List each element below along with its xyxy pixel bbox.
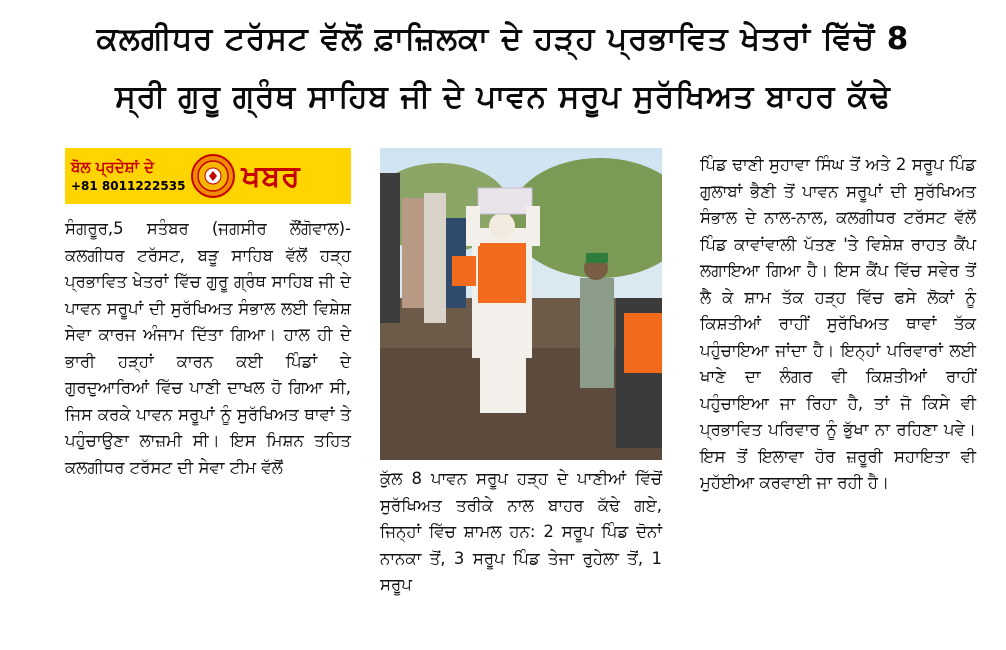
photo-illustration — [380, 148, 662, 460]
emblem-seal-icon — [191, 154, 235, 198]
headline-line-2: ਸ੍ਰੀ ਗੁਰੂ ਗ੍ਰੰਥ ਸਾਹਿਬ ਜੀ ਦੇ ਪਾਵਨ ਸਰੂਪ ਸੁਰੱਖਿਅਤ ਬਾਹਰ ਕੱਢੇ — [115, 79, 891, 115]
column-2-text: ਕੁੱਲ 8 ਪਾਵਨ ਸਰੂਪ ਹੜ੍ਹ ਦੇ ਪਾਣੀਆਂ ਵਿੱਚੋਂ ਸੁਰੱਖਿਅਤ ਤਰੀਕੇ ਨਾਲ ਬਾਹਰ ਕੱਢੇ ਗਏ, ਜਿਨ੍ਹਾਂ ਵਿੱਚ ਸ਼ਾਮਲ ਹਨ: 2 ਸਰੂਪ ਪਿੰਡ ਦੋਨਾਂ ਨਾਨਕਾ ਤੋਂ, 3 ਸਰੂਪ ਪਿੰਡ ਤੇਜਾ ਰੁਹੇਲਾ ਤੋਂ, 1 ਸਰੂਪ — [380, 469, 662, 594]
logo-phone: +81 8011222535 — [71, 179, 186, 193]
article-column-2 — [380, 466, 662, 599]
logo-word: ਖਬਰ — [241, 158, 301, 194]
news-photo — [380, 148, 662, 460]
headline — [20, 10, 986, 126]
headline-line-1: ਕਲਗੀਧਰ ਟਰੱਸਟ ਵੱਲੋਂ ਫ਼ਾਜ਼ਿਲਕਾ ਦੇ ਹੜ੍ਹ ਪ੍ਰਭਾਵਿਤ ਖੇਤਰਾਂ ਵਿੱਚੋਂ 8 — [96, 21, 910, 57]
column-1-text: ਸੰਗਰੂਰ,5 ਸਤੰਬਰ (ਜਗਸੀਰ ਲੌਂਗੋਵਾਲ)- ਕਲਗੀਧਰ ਟਰੱਸਟ, ਬੜੂ ਸਾਹਿਬ ਵੱਲੋਂ ਹੜ੍ਹ ਪ੍ਰਭਾਵਿਤ ਖੇਤਰਾਂ ਵਿੱਚ ਗੁਰੂ ਗ੍ਰੰਥ ਸਾਹਿਬ ਜੀ ਦੇ ਪਾਵਨ ਸਰੂਪਾਂ ਦੀ ਸੁਰੱਖਿਅਤ ਸੰਭਾਲ ਲਈ ਵਿਸ਼ੇਸ਼ ਸੇਵਾ ਕਾਰਜ ਅੰਜਾਮ ਦਿੱਤਾ ਗਿਆ। ਹਾਲ ਹੀ ਦੇ ਭਾਰੀ ਹੜ੍ਹਾਂ ਕਾਰਨ ਕਈ ਪਿੰਡਾਂ ਦੇ ਗੁਰਦੁਆਰਿਆਂ ਵਿੱਚ ਪਾਣੀ ਦਾਖਲ ਹੋ ਗਿਆ ਸੀ, ਜਿਸ ਕਰਕੇ ਪਾਵਨ ਸਰੂਪਾਂ ਨੂੰ ਸੁਰੱਖਿਅਤ ਥਾਵਾਂ ਤੇ ਪਹੁੰਚਾਉਣਾ ਲਾਜ਼ਮੀ ਸੀ। ਇਸ ਮਿਸ਼ਨ ਤਹਿਤ ਕਲਗੀਧਰ ਟਰੱਸਟ ਦੀ ਸੇਵਾ ਟੀਮ ਵੱਲੋਂ — [65, 219, 351, 477]
article-column-1 — [65, 216, 351, 481]
logo-text-block — [71, 157, 185, 195]
publication-logo — [65, 148, 351, 204]
column-3-text: ਪਿੰਡ ਢਾਣੀ ਸੁਹਾਵਾ ਸਿੰਘ ਤੋਂ ਅਤੇ 2 ਸਰੂਪ ਪਿੰਡ ਗੁਲਾਬਾਂ ਭੈਣੀ ਤੋਂ ਪਾਵਨ ਸਰੂਪਾਂ ਦੀ ਸੁਰੱਖਿਅਤ ਸੰਭਾਲ ਦੇ ਨਾਲ-ਨਾਲ, ਕਲਗੀਧਰ ਟਰੱਸਟ ਵੱਲੋਂ ਪਿੰਡ ਕਾਵਾਂਵਾਲੀ ਪੱਤਣ 'ਤੇ ਵਿਸ਼ੇਸ਼ ਰਾਹਤ ਕੈਂਪ ਲਗਾਇਆ ਗਿਆ ਹੈ। ਇਸ ਕੈਂਪ ਵਿੱਚ ਸਵੇਰ ਤੋਂ ਲੈ ਕੇ ਸ਼ਾਮ ਤੱਕ ਹੜ੍ਹ ਵਿੱਚ ਫਸੇ ਲੋਕਾਂ ਨੂੰ ਕਿਸ਼ਤੀਆਂ ਰਾਹੀਂ ਸੁਰੱਖਿਅਤ ਥਾਵਾਂ ਤੱਕ ਪਹੁੰਚਾਇਆ ਜਾਂਦਾ ਹੈ। ਇਨ੍ਹਾਂ ਪਰਿਵਾਰਾਂ ਲਈ ਖਾਣੇ ਦਾ ਲੰਗਰ ਵੀ ਕਿਸ਼ਤੀਆਂ ਰਾਹੀਂ ਪਹੁੰਚਾਇਆ ਜਾ ਰਿਹਾ ਹੈ, ਤਾਂ ਜੋ ਕਿਸੇ ਵੀ ਪ੍ਰਭਾਵਿਤ ਪਰਿਵਾਰ ਨੂੰ ਭੁੱਖਾ ਨਾ ਰਹਿਣਾ ਪਵੇ। ਇਸ ਤੋਂ ਇਲਾਵਾ ਹੋਰ ਜ਼ਰੂਰੀ ਸਹਾਇਤਾ ਵੀ ਮੁਹੱਈਆ ਕਰਵਾਈ ਜਾ ਰਹੀ ਹੈ। — [700, 155, 976, 492]
article-column-3 — [700, 152, 976, 497]
logo-title: ਬੋਲ ਪ੍ਰਦੇਸ਼ਾਂ ਦੇ — [71, 158, 155, 176]
